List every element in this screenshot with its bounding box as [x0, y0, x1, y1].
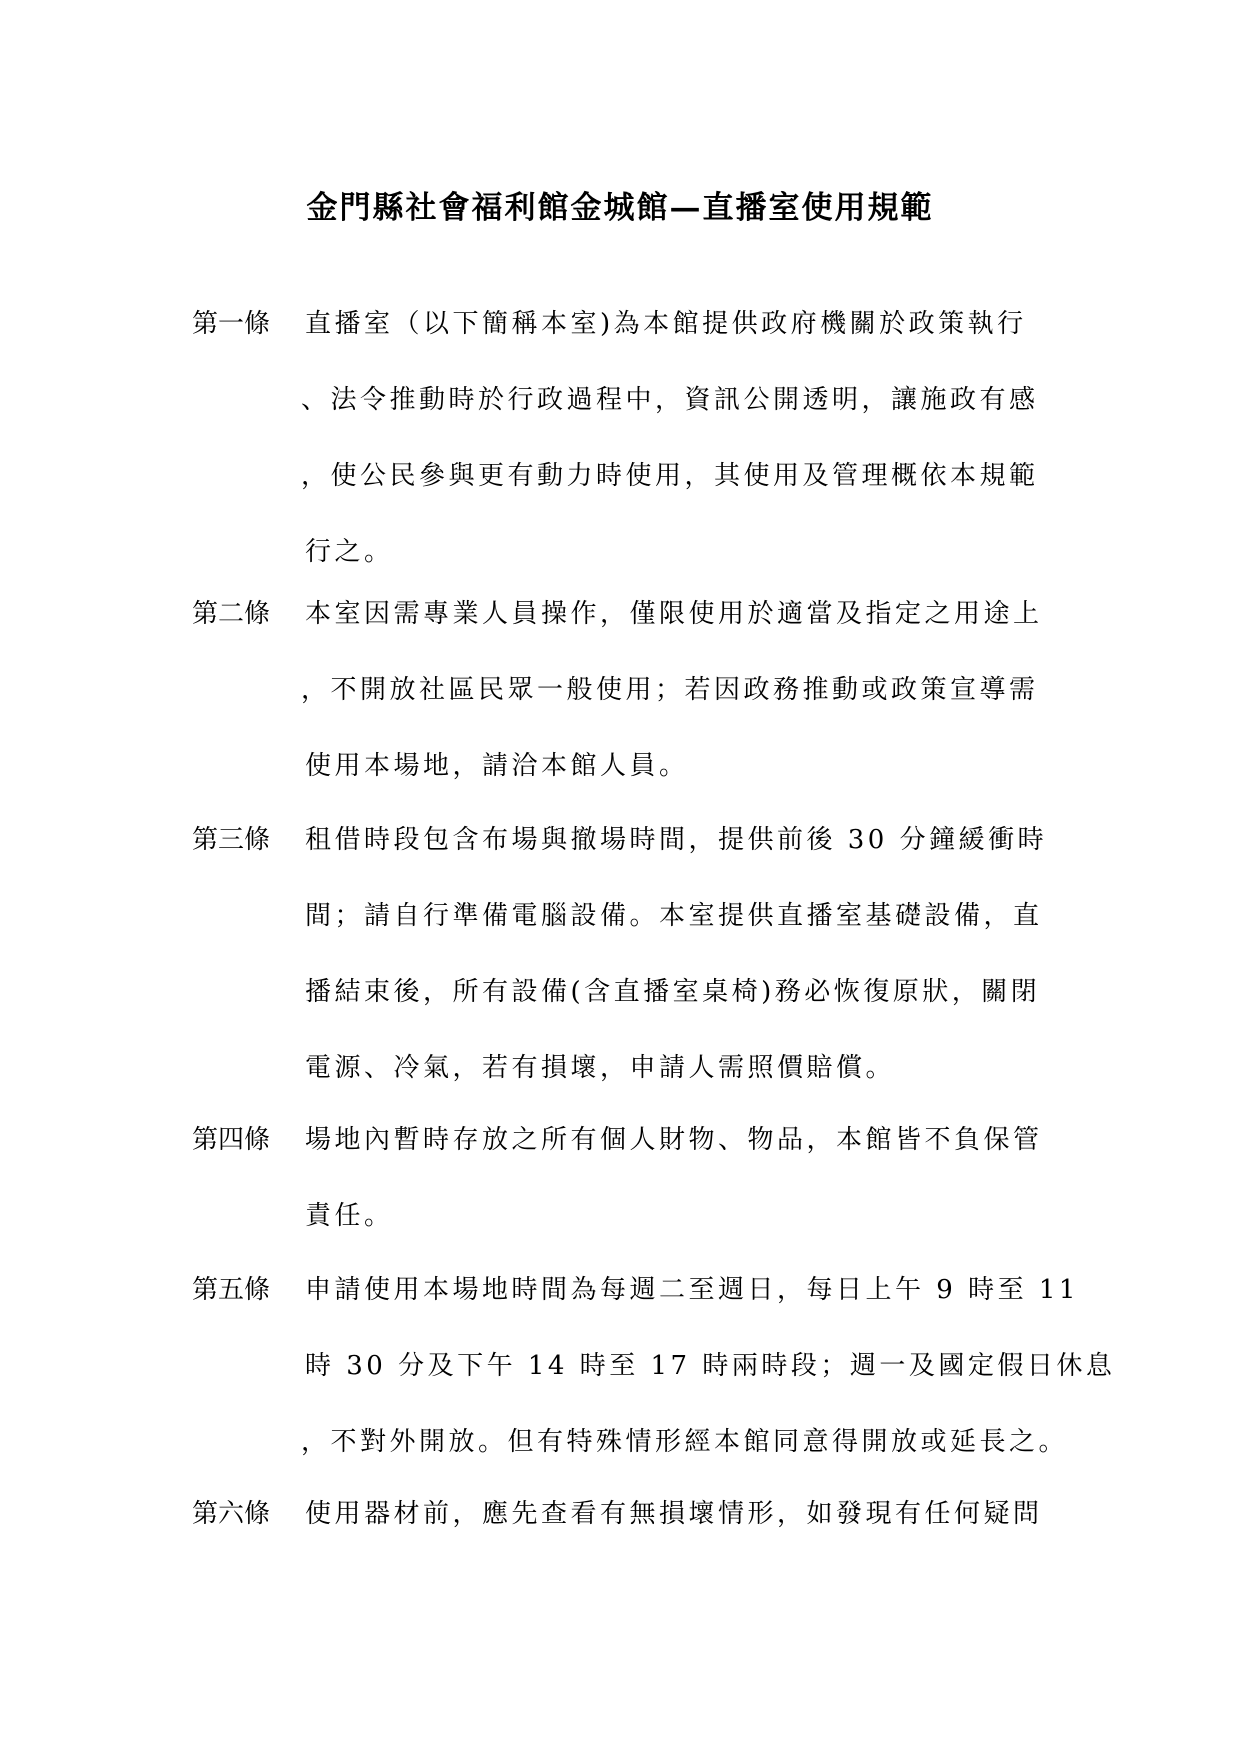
article-line: 播結束後，所有設備(含直播室桌椅)務必恢復原狀，關閉	[305, 977, 1041, 1007]
article-line: ，使公民參與更有動力時使用，其使用及管理概依本規範	[301, 461, 1039, 491]
article-line: ，不開放社區民眾一般使用；若因政務推動或政策宣導需	[301, 675, 1039, 705]
article-line: 本室因需專業人員操作，僅限使用於適當及指定之用途上	[305, 599, 1043, 629]
article-label: 第四條	[192, 1125, 271, 1155]
article-line: 間；請自行準備電腦設備。本室提供直播室基礎設備，直	[305, 901, 1043, 931]
article-line: 責任。	[305, 1201, 394, 1231]
article-line: 場地內暫時存放之所有個人財物、物品，本館皆不負保管	[305, 1125, 1043, 1155]
article-label: 第三條	[192, 825, 271, 855]
article-line: 租借時段包含布場與撤場時間，提供前後 30 分鐘緩衝時	[305, 825, 1048, 855]
article-label: 第一條	[192, 309, 271, 339]
article-line: 行之。	[305, 537, 394, 567]
article-line: 、法令推動時於行政過程中，資訊公開透明，讓施政有感	[301, 385, 1039, 415]
article-line: 使用本場地，請洽本館人員。	[305, 751, 689, 781]
article-body	[301, 596, 1065, 824]
article-body	[305, 822, 1065, 1126]
article-body	[305, 1122, 1065, 1274]
article-line: 使用器材前，應先查看有無損壞情形，如發現有任何疑問	[305, 1499, 1043, 1529]
article-label: 第六條	[192, 1499, 271, 1529]
article-line: 申請使用本場地時間為每週二至週日，每日上午 9 時至 11	[305, 1275, 1079, 1305]
article-label: 第五條	[192, 1275, 271, 1305]
article-body	[301, 306, 1065, 610]
article-line: 電源、冷氣，若有損壞，申請人需照價賠償。	[305, 1053, 896, 1083]
article-body	[305, 1496, 1065, 1572]
document-title: 金門縣社會福利館金城館—直播室使用規範	[306, 190, 934, 226]
article-line: ，不對外開放。但有特殊情形經本館同意得開放或延長之。	[301, 1427, 1069, 1457]
article-line: 時 30 分及下午 14 時至 17 時兩時段；週一及國定假日休息	[305, 1351, 1116, 1381]
article-body	[301, 1272, 1116, 1500]
article-label: 第二條	[192, 599, 271, 629]
article-line: 直播室（以下簡稱本室)為本館提供政府機關於政策執行	[305, 309, 1027, 339]
